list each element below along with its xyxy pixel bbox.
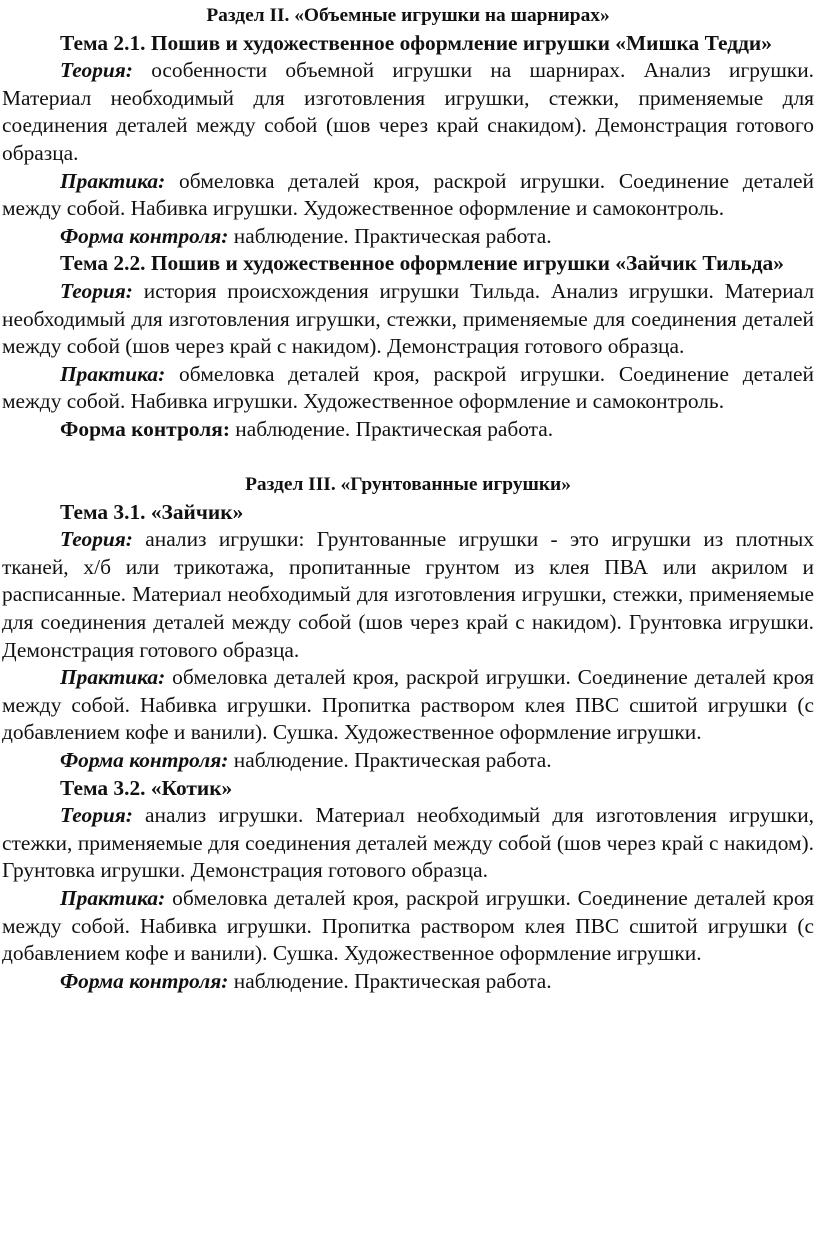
theory-text: особенности объемной игрушки на шарнирах. Анализ игрушки. Материал необходимый для изготовления игрушки, стежки, применяемые для соединения деталей между собой (шов через край снакидом). Демонстрация готового образца.: [2, 58, 814, 165]
topic-2-2-theory: [2, 278, 814, 361]
section-title-2: Раздел II. «Объемные игрушки на шарнирах»: [206, 5, 610, 26]
topic-2-1-control: [2, 223, 814, 251]
section-title-3: Раздел III. «Грунтованные игрушки»: [245, 474, 571, 496]
theory-label: Теория:: [60, 58, 133, 83]
topic-3-2-title: Тема 3.2. «Котик»: [60, 775, 233, 800]
topic-3-2-theory: [2, 802, 814, 885]
control-label: Форма контроля:: [60, 416, 230, 441]
topic-2-2-control: [2, 416, 814, 444]
practice-text: обмеловка деталей кроя, раскрой игрушки. Соединение деталей между собой. Набивка игрушки. Художественное оформление и самоконтроль.: [2, 168, 814, 221]
control-label: Форма контроля:: [60, 223, 229, 248]
topic-3-1-control: [2, 747, 814, 775]
topic-2-1-theory: [2, 57, 814, 167]
theory-text: история происхождения игрушки Тильда. Анализ игрушки. Материал необходимый для изготовления игрушки, стежки, применяемые для соединения деталей между собой (шов через край с накидом). Демонстрация готового образца.: [2, 278, 814, 359]
control-text: наблюдение. Практическая работа.: [228, 223, 552, 248]
topic-3-1-practice: [2, 664, 814, 747]
topic-3-1-theory: [2, 526, 814, 664]
theory-label: Теория:: [60, 803, 133, 828]
theory-label: Теория:: [60, 527, 133, 552]
practice-text: обмеловка деталей кроя, раскрой игрушки. Соединение деталей между собой. Набивка игрушки. Художественное оформление и самоконтроль.: [2, 361, 814, 414]
topic-2-1-practice: [2, 168, 814, 223]
practice-label: Практика:: [60, 886, 166, 910]
control-label: Форма контроля:: [60, 968, 229, 993]
practice-label: Практика:: [60, 361, 166, 386]
topic-2-1-title: Тема 2.1. Пошив и художественное оформление игрушки «Мишка Тедди»: [60, 30, 772, 55]
theory-text: анализ игрушки: Грунтованные игрушки - это игрушки из плотных тканей, х/б или трикотажа, пропитанные грунтом из клея ПВА или акрилом и расписанные. Материал необходимый для изготовления игрушки, стежки, применяемые для соединения деталей между собой (шов через край с накидом). Грунтовка игрушки. Демонстрация готового образца.: [2, 527, 814, 662]
topic-3-1-title: Тема 3.1. «Зайчик»: [60, 499, 244, 524]
theory-label: Теория:: [60, 278, 133, 303]
control-text: наблюдение. Практическая работа.: [228, 748, 552, 773]
practice-label: Практика:: [60, 168, 166, 193]
control-text: наблюдение. Практическая работа.: [229, 416, 554, 441]
topic-3-2-control: [2, 968, 814, 996]
practice-text: обмеловка деталей кроя, раскрой игрушки. Соединение деталей кроя между собой. Набивка игрушки. Пропитка раствором клея ПВС сшитой игрушки (с добавлением кофе и ванили). Сушка. Художественное оформление игрушки.: [2, 886, 814, 966]
theory-text: анализ игрушки. Материал необходимый для изготовления игрушки, стежки, применяемые для соединения деталей между собой (шов через край с накидом). Грунтовка игрушки. Демонстрация готового образца.: [2, 803, 814, 883]
topic-2-2-practice: [2, 361, 814, 416]
topic-3-2-practice: [2, 885, 814, 968]
practice-label: Практика:: [60, 665, 166, 690]
topic-2-2-title: Тема 2.2. Пошив и художественное оформление игрушки «Зайчик Тильда»: [60, 251, 784, 276]
practice-text: обмеловка деталей кроя, раскрой игрушки. Соединение деталей кроя между собой. Набивка игрушки. Пропитка раствором клея ПВС сшитой игрушки (с добавлением кофе и ванили). Сушка. Художественное оформление игрушки.: [2, 665, 814, 745]
control-label: Форма контроля:: [60, 748, 229, 773]
control-text: наблюдение. Практическая работа.: [228, 968, 552, 993]
